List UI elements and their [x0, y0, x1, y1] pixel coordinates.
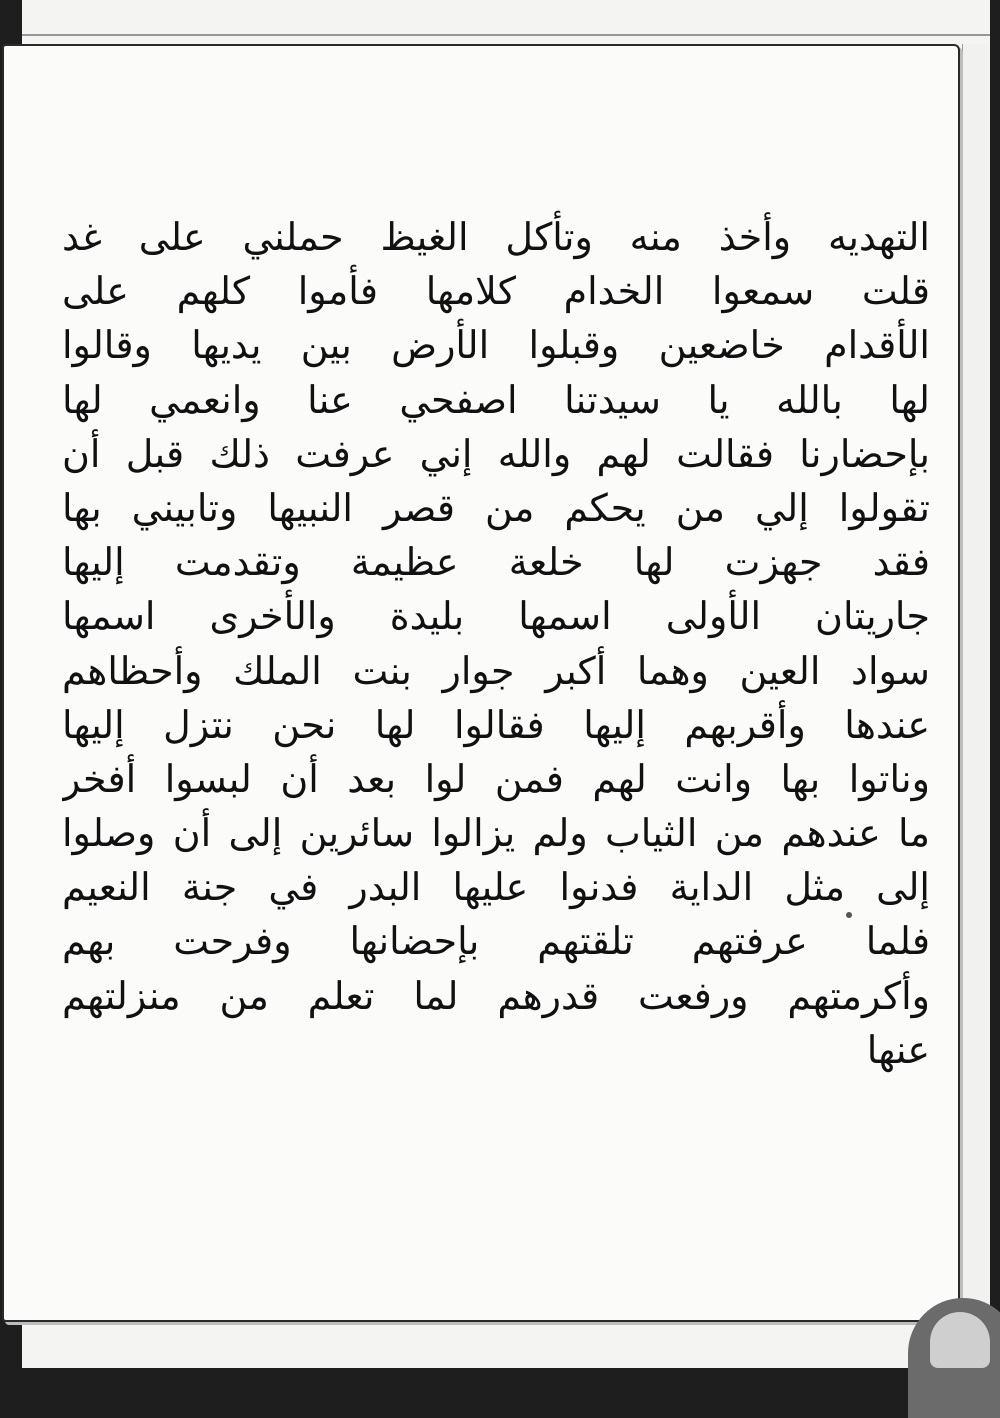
- manuscript-line-11: وناتوا بها وانت لهم فمن لوا بعد أن لبسوا أفخر: [62, 756, 930, 801]
- manuscript-text: [62, 210, 930, 1077]
- manuscript-line-15: وأكرمتهم ورفعت قدرهم لما تعلم من منزلتهم: [62, 973, 930, 1018]
- manuscript-line-10: عندها وأقربهم إليها فقالوا لها نحن نتزل إليها: [62, 702, 930, 747]
- manuscript-line-5: بإحضارنا فقالت لهم والله إني عرفت ذلك قبل أن: [62, 431, 930, 476]
- manuscript-line-16: عنها: [866, 1027, 930, 1072]
- page-stack-edge: [962, 44, 989, 1368]
- manuscript-line-2: قلت سمعوا الخدام كلامها فأموا كلهم على: [62, 269, 930, 314]
- thumbnail-highlight: [930, 1312, 990, 1368]
- manuscript-line-1: التهديه وأخذ منه وتأكل الغيظ حملني على غد: [62, 215, 930, 259]
- manuscript-line-8: جاريتان الأولى اسمها بليدة والأخرى اسمها: [62, 594, 930, 639]
- manuscript-line-13: إلى مثل الداية فدنوا عليها البدر في جنة النعيم: [62, 865, 930, 910]
- manuscript-line-7: فقد جهزت لها خلعة عظيمة وتقدمت إليها: [62, 540, 930, 585]
- manuscript-line-4: لها بالله يا سيدتنا اصفحي عنا وانعمي لها: [62, 377, 930, 422]
- manuscript-line-14: فلما عرفتهم تلقتهم بإحضانها وفرحت بهم: [62, 919, 930, 964]
- manuscript-line-3: الأقدام خاضعين وقبلوا الأرض بين يديها وقالوا: [62, 323, 930, 368]
- manuscript-line-12: ما عندهم من الثياب ولم يزالوا سائرين إلى أن وصلوا: [62, 811, 930, 856]
- manuscript-page: [2, 44, 960, 1322]
- underlying-page-edge: [22, 34, 990, 36]
- ink-speck: [846, 912, 852, 918]
- manuscript-line-6: تقولوا إلي من يحكم من قصر النبيها وتابيني بها: [62, 485, 930, 530]
- manuscript-line-9: سواد العين وهما أكبر جوار بنت الملك وأحظاهم: [62, 648, 930, 693]
